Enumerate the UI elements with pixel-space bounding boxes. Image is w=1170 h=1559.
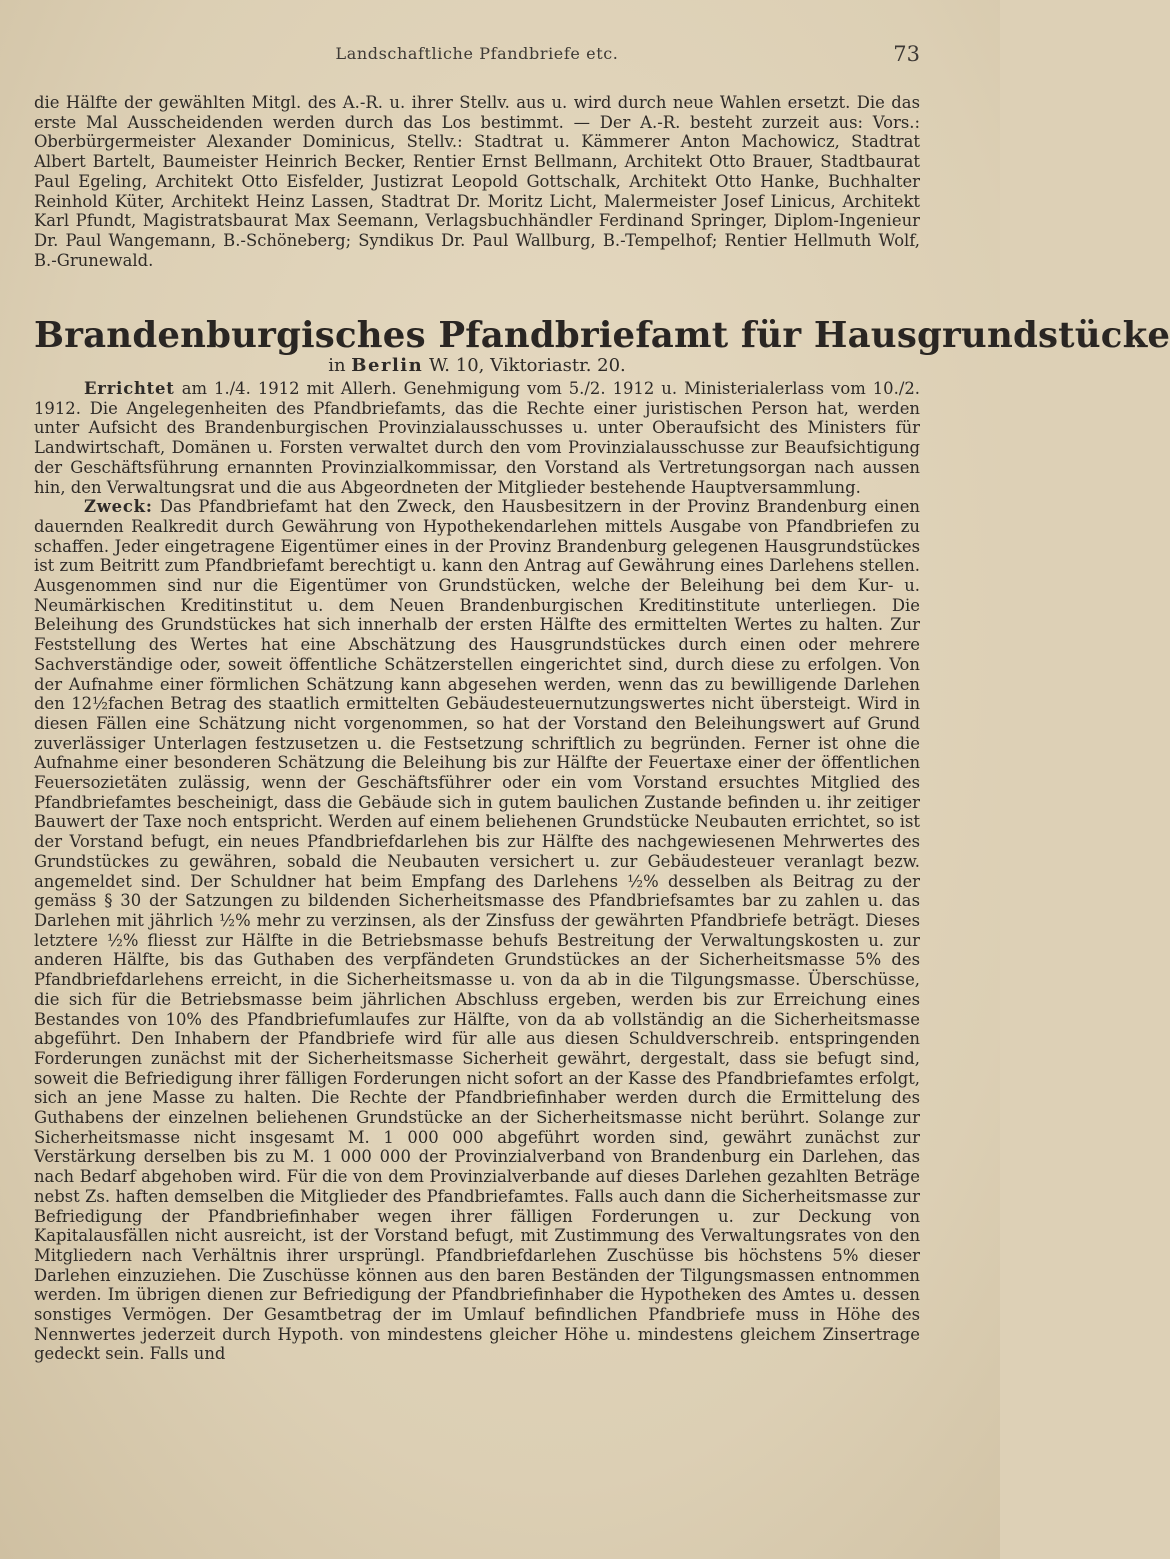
section-subtitle (34, 355, 920, 377)
subtitle-city: Berlin (351, 355, 424, 376)
paragraph-lead: Zweck: (84, 497, 153, 517)
board-members-paragraph (34, 93, 920, 270)
subtitle-address: W. 10, Viktoriastr. 20. (428, 355, 626, 376)
section-body (34, 379, 920, 1364)
paragraph-lead: Errichtet (84, 379, 175, 398)
section-title: Brandenburgisches Pfandbriefamt für Hausgrundstücke (34, 315, 1170, 356)
paragraph-zweck (34, 497, 920, 1364)
page-number: 73 (893, 42, 920, 66)
paragraph-text: die Hälfte der gewählten Mitgl. des A.-R. u. ihrer Stellv. aus u. wird durch neue Wahlen ersetzt. Die das erste Mal Ausscheidenden werden durch das Los bestimmt. — Der A.-R. besteht zurzeit aus: Vors.: Oberbürgermeister Alexander Dominicus, Stellv.: Stadtrat u. Kämmerer Anton Machowicz, Stadtrat Albert Bartelt, Baumeister Heinrich Becker, Rentier Ernst Bellmann, Architekt Otto Brauer, Stadtbaurat Paul Egeling, Architekt Otto Eisfelder, Justizrat Leopold Gottschalk, Architekt Otto Hanke, Buchhalter Reinhold Küter, Architekt Heinz Lassen, Stadtrat Dr. Moritz Licht, Malermeister Josef Linicus, Architekt Karl Pfundt, Magistratsbaurat Max Seemann, Verlagsbuchhändler Ferdinand Springer, Diplom-Ingenieur Dr. Paul Wangemann, B.-Schöneberg; Syndikus Dr. Paul Wallburg, B.-Tempelhof; Rentier Hellmuth Wolf, B.-Grunewald. (34, 93, 920, 270)
paragraph-text: am 1./4. 1912 mit Allerh. Genehmigung vom 5./2. 1912 u. Ministerialerlass vom 10./2. 1912. Die Angelegenheiten des Pfandbriefamts, das die Rechte einer juristischen Person hat, werden unter Aufsicht des Brandenburgischen Provinzialausschusses u. unter Oberaufsicht des Ministers für Landwirtschaft, Domänen u. Forsten verwaltet durch den vom Provinzialausschusse zur Beaufsichtigung der Geschäftsführung ernannten Provinzialkommissar, den Vorstand als Vertretungsorgan nach aussen hin, den Verwaltungsrat und die aus Abgeordneten der Mitglieder bestehende Hauptversammlung. (34, 379, 920, 497)
running-title: Landschaftliche Pfandbriefe etc. (335, 44, 619, 63)
paragraph-errichtet (34, 379, 920, 497)
subtitle-prefix: in (328, 355, 346, 376)
paragraph-text: Das Pfandbriefamt hat den Zweck, den Hausbesitzern in der Provinz Brandenburg einen dauernden Realkredit durch Gewährung von Hypothekendarlehen mittels Ausgabe von Pfandbriefen zu schaffen. Jeder eingetragene Eigentümer eines in der Provinz Brandenburg gelegenen Hausgrundstückes ist zum Beitritt zum Pfandbriefamt berechtigt u. kann den Antrag auf Gewährung eines Darlehens stellen. Ausgenommen sind nur die Eigentümer von Grundstücken, welche der Beleihung bei dem Kur- u. Neumärkischen Kreditinstitut u. dem Neuen Brandenburgischen Kreditinstitute unterliegen. Die Beleihung des Grundstückes hat sich innerhalb der ersten Hälfte des ermittelten Wertes zu halten. Zur Feststellung des Wertes hat eine Abschätzung des Hausgrundstückes durch einen oder mehrere Sachverständige oder, soweit öffentliche Schätzerstellen eingerichtet sind, durch diese zu erfolgen. Von der Aufnahme einer förmlichen Schätzung kann abgesehen werden, wenn das zu bewilligende Darlehen den 12½fachen Betrag des staatlich ermittelten Gebäudesteuernutzungswertes nicht übersteigt. Wird in diesen Fällen eine Schätzung nicht vorgenommen, so hat der Vorstand den Beleihungswert auf Grund zuverlässiger Unterlagen festzusetzen u. die Festsetzung schriftlich zu begründen. Ferner ist ohne die Aufnahme einer besonderen Schätzung die Beleihung bis zur Hälfte der Feuertaxe einer der öffentlichen Feuersozietäten zulässig, wenn der Geschäftsführer oder ein vom Vorstand ersuchtes Mitglied des Pfandbriefamtes bescheinigt, dass die Gebäude sich in gutem baulichen Zustande befinden u. ihr zeitiger Bauwert der Taxe noch entspricht. Werden auf einem beliehenen Grundstücke Neubauten errichtet, so ist der Vorstand befugt, ein neues Pfandbriefdarlehen bis zur Hälfte des nachgewiesenen Mehrwertes des Grundstückes zu gewähren, sobald die Neubauten versichert u. zur Gebäudesteuer veranlagt bezw. angemeldet sind. Der Schuldner hat beim Empfang des Darlehens ½% desselben als Beitrag zu der gemäss § 30 der Satzungen zu bildenden Sicherheitsmasse des Pfandbriefsamtes bar zu zahlen u. das Darlehen mit jährlich ½% mehr zu verzinsen, als der Zinsfuss der gewährten Pfandbriefe beträgt. Dieses letztere ½% fliesst zur Hälfte in die Betriebsmasse behufs Bestreitung der Verwaltungskosten u. zur anderen Hälfte, bis das Guthaben des verpfändeten Grundstückes an der Sicherheitsmasse 5% des Pfandbriefdarlehens erreicht, in die Sicherheitsmasse u. von da ab in die Tilgungsmasse. Überschüsse, die sich für die Betriebsmasse beim jährlichen Abschluss ergeben, werden bis zur Erreichung eines Bestandes von 10% des Pfandbriefumlaufes zur Hälfte, von da ab vollständig an die Sicherheitsmasse abgeführt. Den Inhabern der Pfandbriefe wird für alle aus diesen Schuldverschreib. entspringenden Forderungen zunächst mit der Sicherheitsmasse Sicherheit gewährt, dergestalt, dass sie befugt sind, soweit die Befriedigung ihrer fälligen Forderungen nicht sofort an der Kasse des Pfandbriefamtes erfolgt, sich an jene Masse zu halten. Die Rechte der Pfandbriefinhaber werden durch die Ermittelung des Guthabens der einzelnen beliehenen Grundstücke an der Sicherheitsmasse nicht berührt. Solange zur Sicherheitsmasse nicht insgesamt M. 1 000 000 abgeführt worden sind, gewährt zunächst zur Verstärkung derselben bis zu M. 1 000 000 der Provinzialverband von Brandenburg ein Darlehen, das nach Bedarf abgehoben wird. Für die von dem Provinzialverbande auf dieses Darlehen gezahlten Beträge nebst Zs. haften demselben die Mitglieder des Pfandbriefamtes. Falls auch dann die Sicherheitsmasse zur Befriedigung der Pfandbriefinhaber wegen ihrer fälligen Forderungen u. zur Deckung von Kapitalausfällen nicht ausreicht, ist der Vorstand befugt, mit Zustimmung des Verwaltungsrates von den Mitgliedern nach Verhältnis ihrer ursprüngl. Pfandbriefdarlehen Zuschüsse bis höchstens 5% dieser Darlehen einzuziehen. Die Zuschüsse können aus den baren Beständen der Tilgungsmassen entnommen werden. Im übrigen dienen zur Befriedigung der Pfandbriefinhaber die Hypotheken des Amtes u. dessen sonstiges Vermögen. Der Gesamtbetrag der im Umlauf befindlichen Pfandbriefe muss in Höhe des Nennwertes jederzeit durch Hypoth. von mindestens gleicher Höhe u. mindestens gleichem Zinsertrage gedeckt sein. Falls und (34, 497, 920, 1364)
running-head (34, 44, 920, 74)
